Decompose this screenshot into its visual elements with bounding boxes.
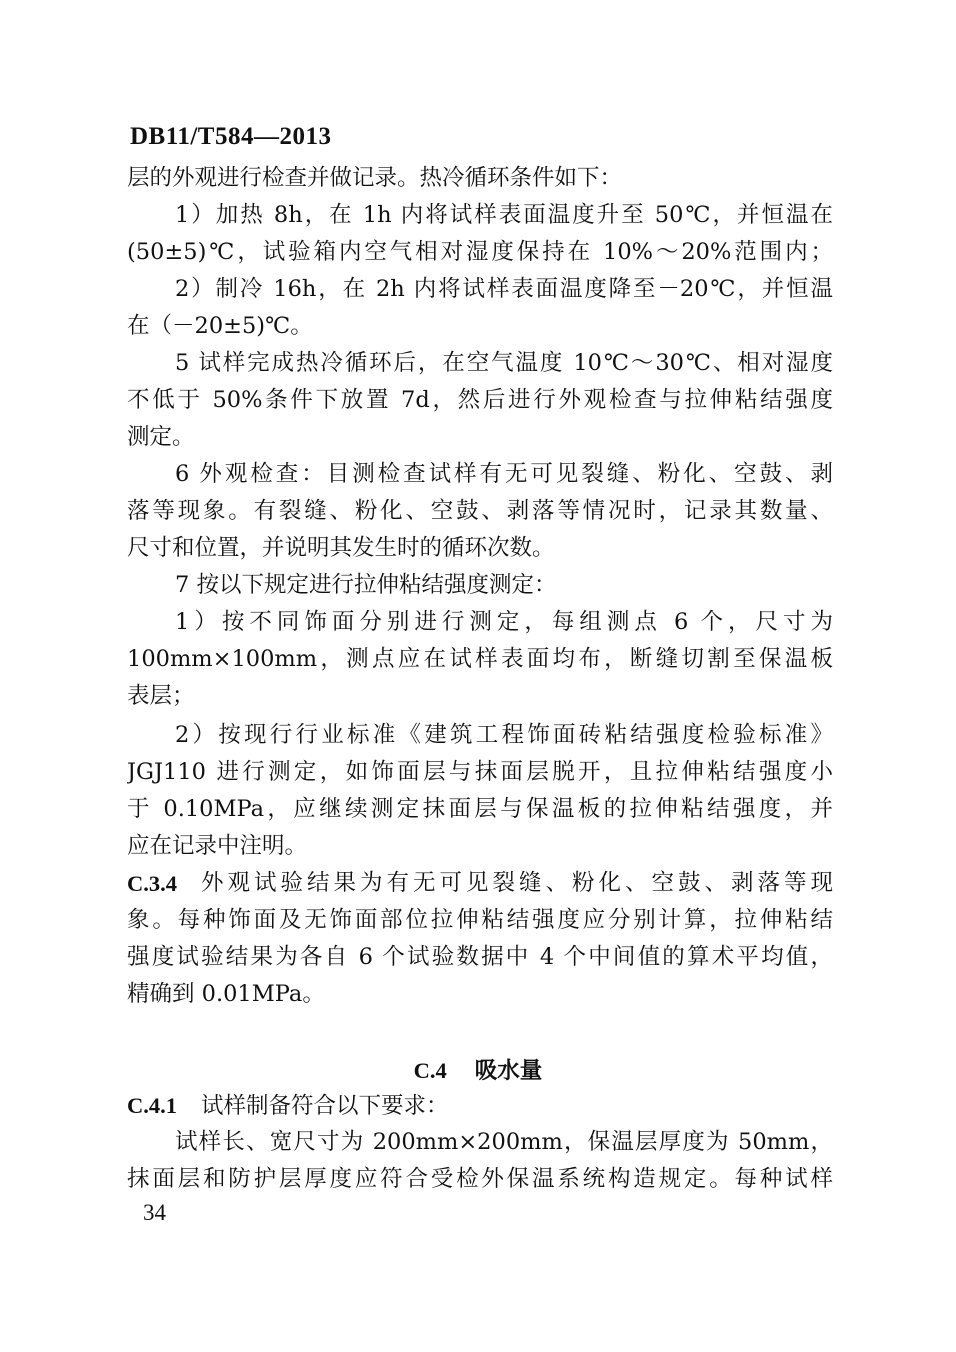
text-line: 表层； xyxy=(127,683,195,709)
text-line: 抹面层和防护层厚度应符合受检外保温系统构造规定。每种试样 xyxy=(127,1166,833,1192)
text-line: 100mm×100mm，测点应在试样表面均布，断缝切割至保温板 xyxy=(127,646,833,672)
text-line: 尺寸和位置，并说明其发生时的循环次数。 xyxy=(127,535,555,561)
text-line: 2）制冷 16h，在 2h 内将试样表面温度降至－20℃，并恒温 xyxy=(175,276,833,302)
text-line: 强度试验结果为各自 6 个试验数据中 4 个中间值的算术平均值， xyxy=(127,944,833,970)
text-line: 1）按不同饰面分别进行测定，每组测点 6 个，尺寸为 xyxy=(175,609,833,635)
text-line: 不低于 50%条件下放置 7d，然后进行外观检查与拉伸粘结强度 xyxy=(127,387,833,413)
text-line: 测定。 xyxy=(127,424,195,450)
text-line: 于 0.10MPa，应继续测定抹面层与保温板的拉伸粘结强度，并 xyxy=(127,796,833,822)
text-line: (50±5)℃，试验箱内空气相对湿度保持在 10%～20%范围内； xyxy=(127,239,833,265)
text-line: 在（－20±5)℃。 xyxy=(127,313,313,339)
text-line: 6 外观检查：目测检查试样有无可见裂缝、粉化、空鼓、剥 xyxy=(175,461,833,487)
clause-c-3-4 xyxy=(127,865,833,902)
section-number: C.4 xyxy=(413,1058,447,1083)
text-line: 应在记录中注明。 xyxy=(127,833,308,859)
clause-c-4-1 xyxy=(127,1087,833,1124)
text-line: 5 试样完成热冷循环后，在空气温度 10℃～30℃、相对湿度 xyxy=(175,350,833,376)
text-line: JGJ110 进行测定，如饰面层与抹面层脱开，且拉伸粘结强度小 xyxy=(127,759,833,785)
text-line: 精确到 0.01MPa。 xyxy=(127,981,325,1007)
text-line: 外观试验结果为有无可见裂缝、粉化、空鼓、剥落等现 xyxy=(201,870,833,896)
section-heading xyxy=(0,1053,956,1085)
standard-code-header: DB11/T584—2013 xyxy=(130,123,332,150)
text-line: 试样制备符合以下要求： xyxy=(201,1093,449,1119)
section-title-text: 吸水量 xyxy=(474,1058,543,1084)
text-line: 落等现象。有裂缝、粉化、空鼓、剥落等情况时，记录其数量、 xyxy=(127,498,833,524)
clause-number: C.4.1 xyxy=(127,1093,177,1118)
text-line: 试样长、宽尺寸为 200mm×200mm，保温层厚度为 50mm， xyxy=(175,1129,833,1155)
text-line: 象。每种饰面及无饰面部位拉伸粘结强度应分别计算，拉伸粘结 xyxy=(127,907,833,933)
page-number: 34 xyxy=(143,1200,166,1225)
text-line: 层的外观进行检查并做记录。热冷循环条件如下： xyxy=(127,165,623,191)
clause-number: C.3.4 xyxy=(127,871,177,896)
text-line: 7 按以下规定进行拉伸粘结强度测定： xyxy=(175,572,557,598)
text-line: 1）加热 8h，在 1h 内将试样表面温度升至 50℃，并恒温在 xyxy=(175,202,833,228)
text-line: 2）按现行行业标准《建筑工程饰面砖粘结强度检验标准》 xyxy=(175,722,833,748)
